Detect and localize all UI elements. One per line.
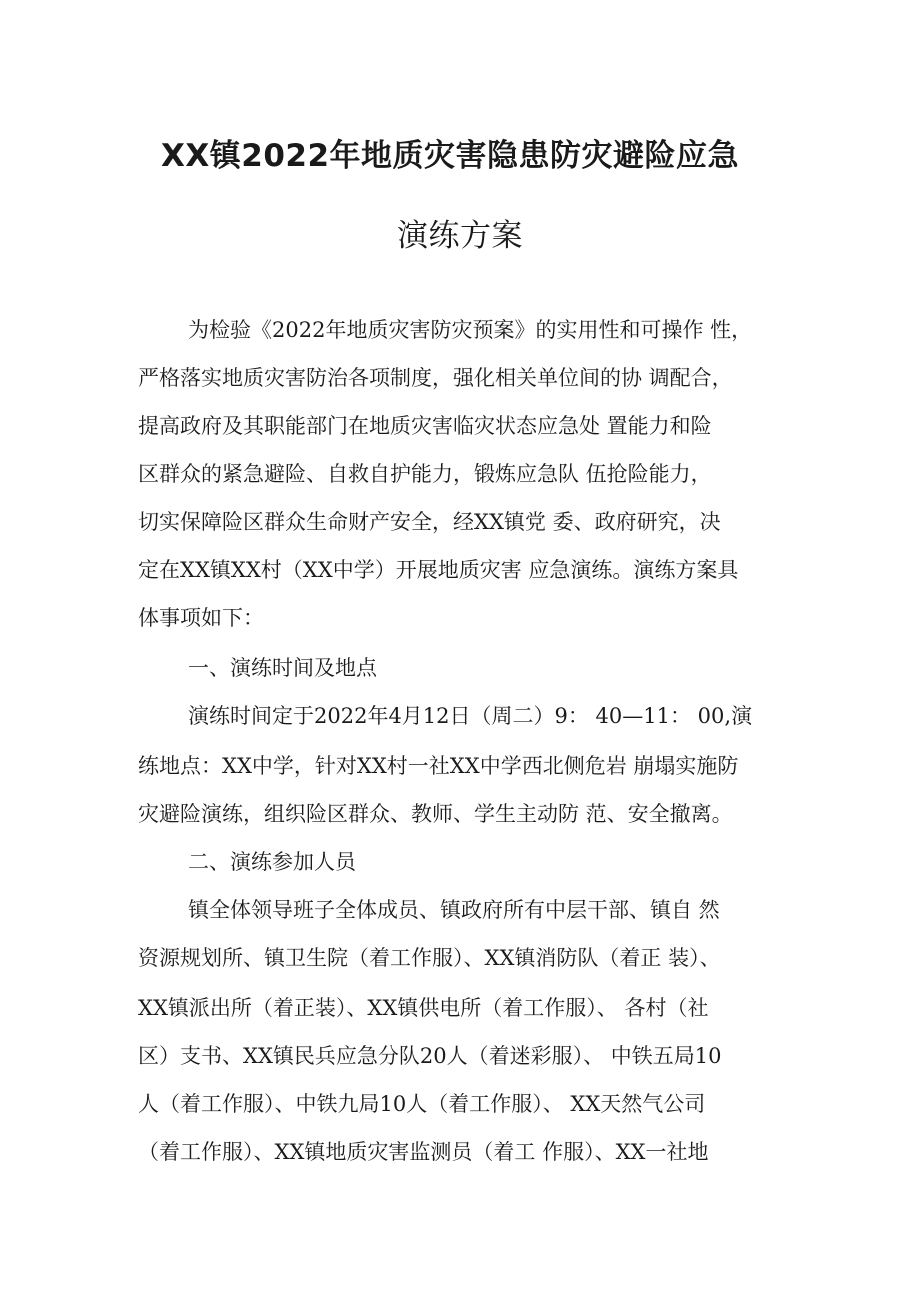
paragraph-line: 演练时间定于2022年4月12日（周二）9： 40—11： 00,演 [188,704,753,728]
paragraph-line: 为检验《2022年地质灾害防灾预案》的实用性和可操作 性， [188,318,753,342]
section-heading: 一、演练时间及地点 [188,656,377,680]
paragraph-line: 资源规划所、镇卫生院（着工作服）、XX镇消防队（着正 装）、 [138,946,721,970]
paragraph-line: 区）支书、XX镇民兵应急分队20人（着迷彩服）、 中铁五局10 [138,1044,722,1068]
paragraph-line: 提高政府及其职能部门在地质灾害临灾状态应急处 置能力和险 [138,414,712,438]
paragraph-line: 切实保障险区群众生命财产安全，经XX镇党 委、政府研究，决 [138,510,721,534]
document-title-line-1: XX镇2022年地质灾害隐患防灾避险应急 [160,138,740,174]
paragraph-line: 区群众的紧急避险、自救自护能力，锻炼应急队 伍抢险能力， [138,462,712,486]
paragraph-line: 练地点：XX中学，针对XX村一社XX中学西北侧危岩 崩塌实施防 [138,754,739,778]
paragraph-line: 体事项如下： [138,606,264,630]
paragraph-line: （着工作服）、XX镇地质灾害监测员（着工 作服）、XX一社地 [138,1140,709,1164]
paragraph-line: 灾避险演练，组织险区群众、教师、学生主动防 范、安全撤离。 [138,802,733,826]
paragraph-line: 严格落实地质灾害防治各项制度，强化相关单位间的协 调配合， [138,366,733,390]
paragraph-line: 镇全体领导班子全体成员、镇政府所有中层干部、镇自 然 [188,898,720,922]
section-heading: 二、演练参加人员 [188,850,356,874]
paragraph-line: 人（着工作服）、中铁九局10人（着工作服）、 XX天然气公司 [138,1092,706,1116]
paragraph-line: XX镇派出所（着正装）、XX镇供电所（着工作服）、 各村（社 [138,996,709,1020]
document-title-line-2: 演练方案 [397,218,523,254]
paragraph-line: 定在XX镇XX村（XX中学）开展地质灾害 应急演练。演练方案具 [138,558,739,582]
